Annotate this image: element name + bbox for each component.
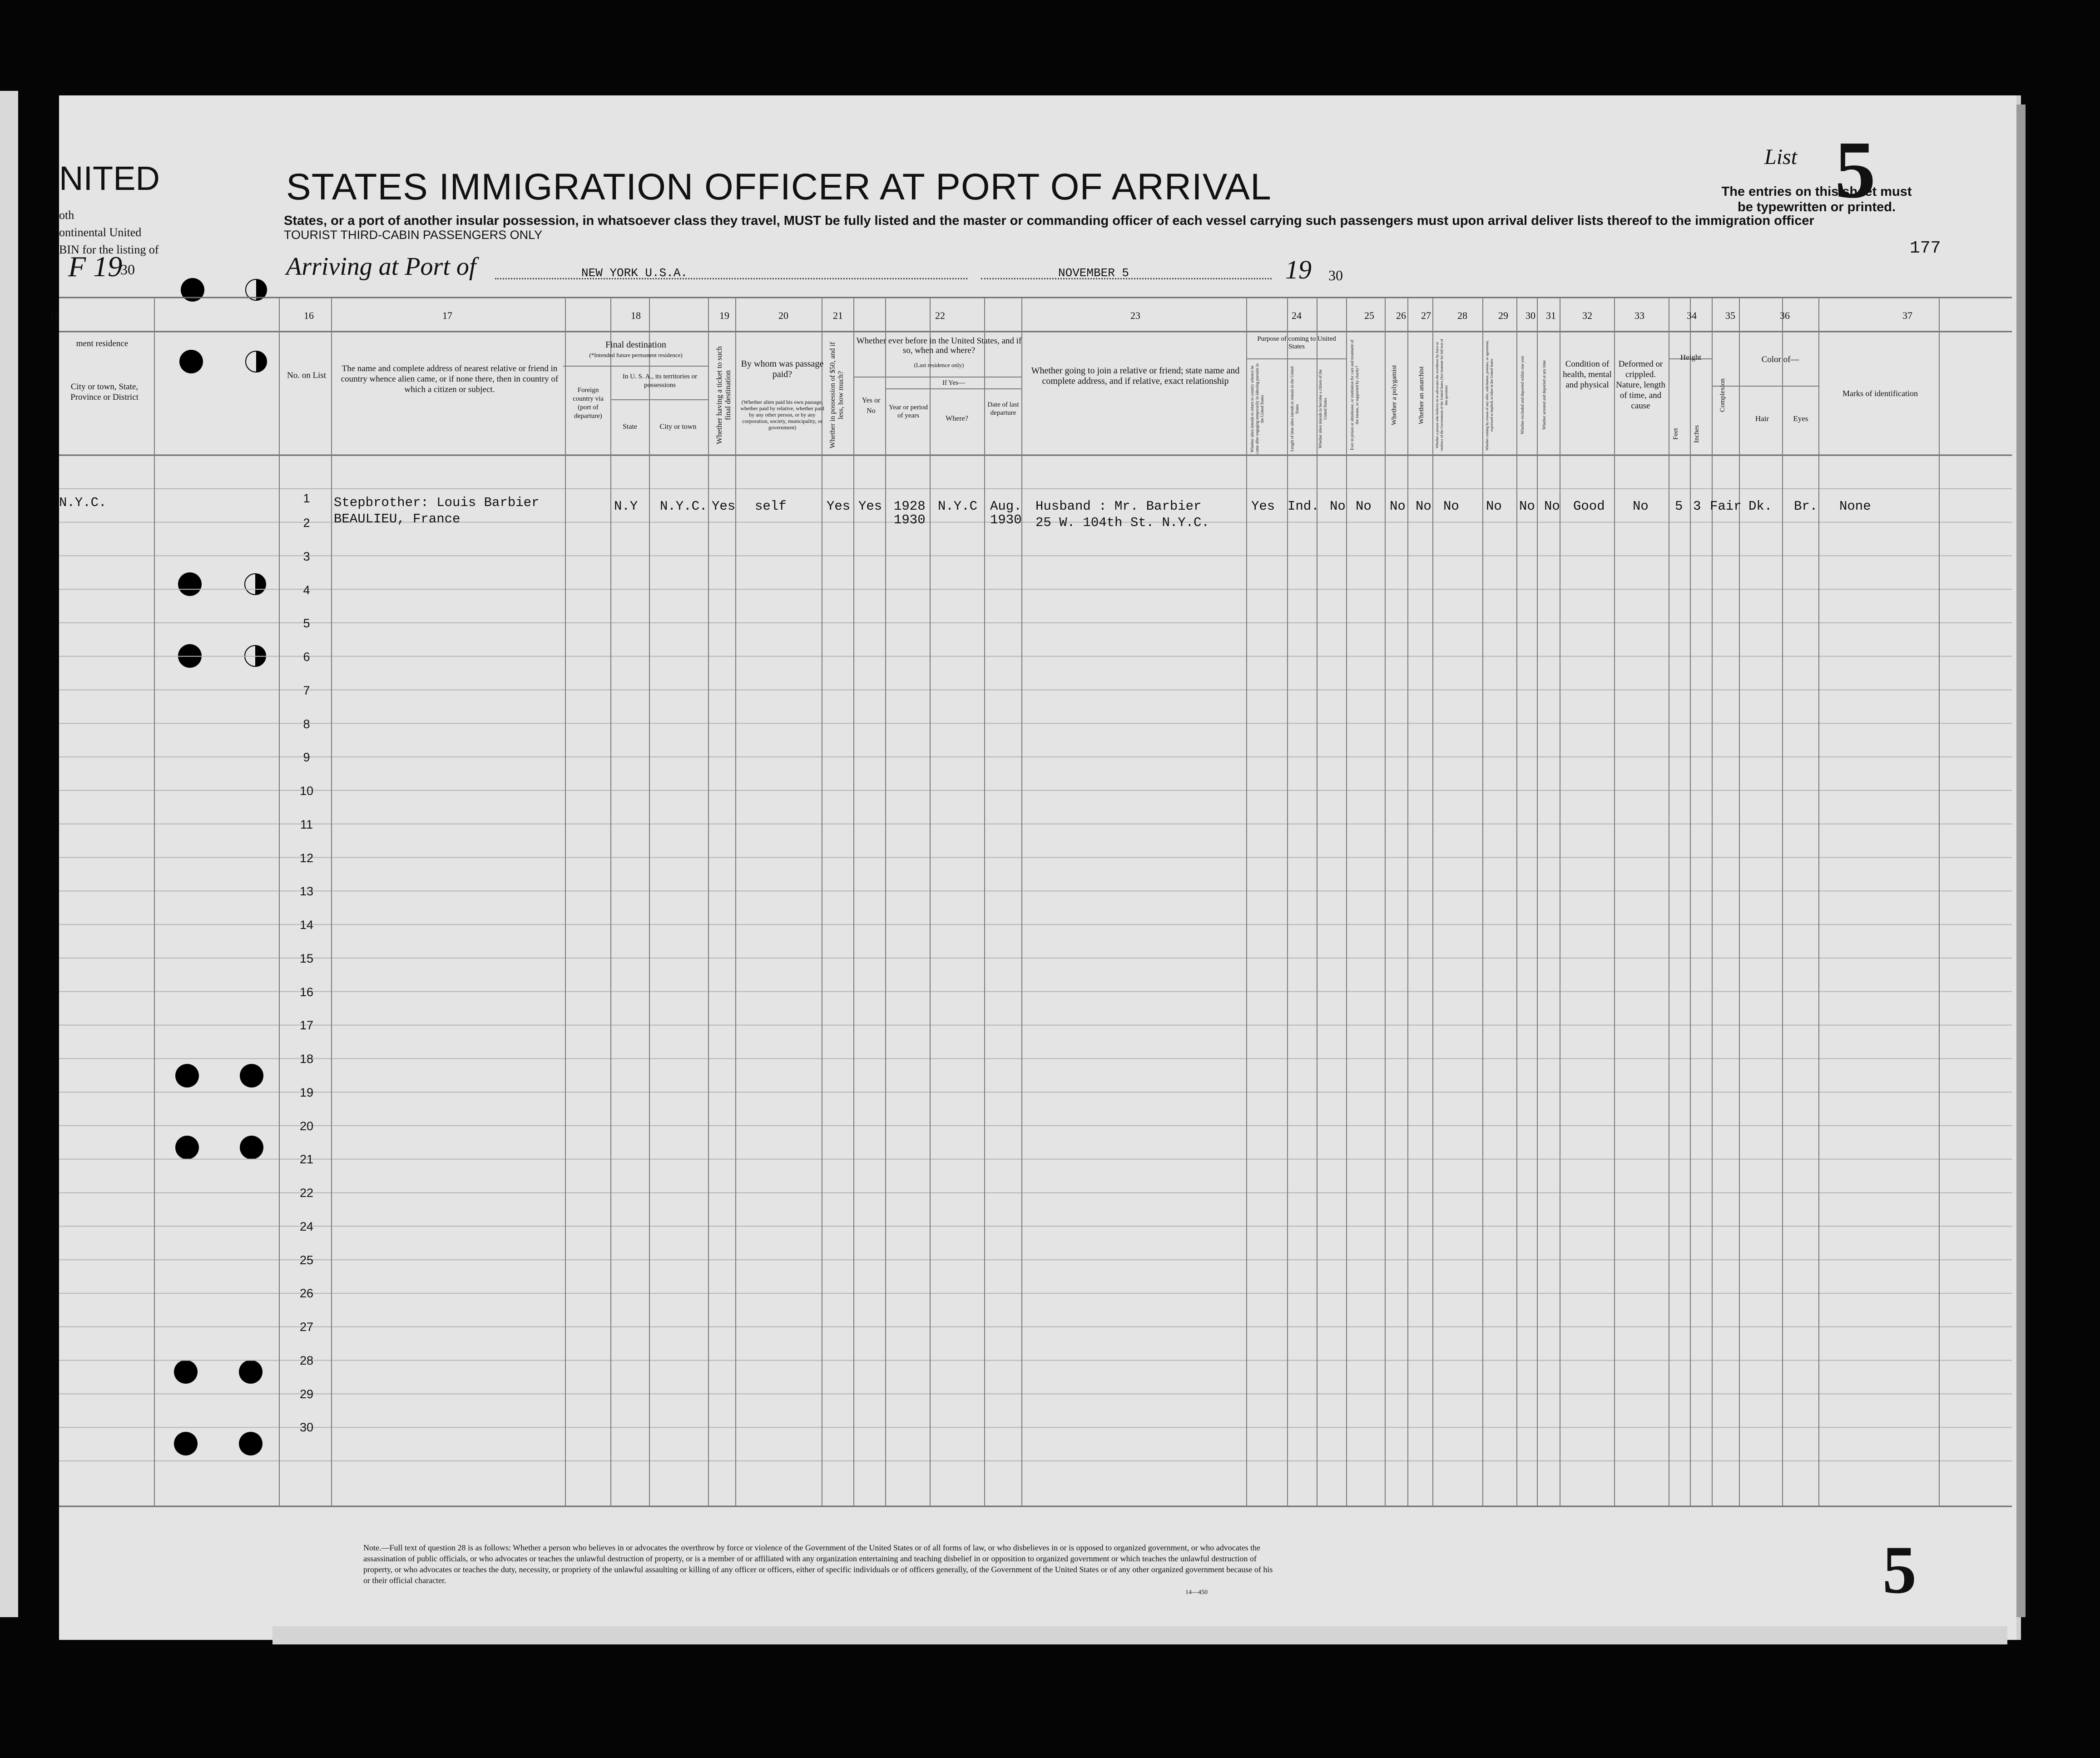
port-dotted-line bbox=[495, 278, 967, 279]
column-number: 23 bbox=[1130, 310, 1140, 321]
c28-header: Whether a person who believes in or advocates the overthrow by force or violence of the Government of the United States (See footnote for full text of this question) bbox=[1435, 339, 1448, 452]
row-number: 19 bbox=[299, 1086, 314, 1099]
row-number: 9 bbox=[303, 750, 310, 764]
c22-year: Year or period of years bbox=[889, 404, 928, 419]
c23-header: Whether going to join a relative or friend; state name and complete address, and if relative, exact relationship bbox=[1031, 366, 1240, 386]
column-number: 35 bbox=[1725, 310, 1735, 321]
binder-hole bbox=[240, 1136, 263, 1159]
column-number: 19 bbox=[719, 310, 729, 321]
c17-header: The name and complete address of nearest relative or friend in country whence alien came, or if none there, then in country of which a citizen or subject. bbox=[341, 364, 559, 394]
left-fragment-line: oth bbox=[59, 209, 74, 222]
row-number: 18 bbox=[299, 1052, 314, 1066]
entry-c22-yesno: Yes bbox=[858, 499, 882, 514]
entry-c22-date-2: 1930 bbox=[990, 512, 1022, 527]
entry-c22-year-2: 1930 bbox=[894, 512, 926, 527]
c21-header: Whether in possession of $50, and if less, how much? bbox=[829, 342, 845, 449]
row-number: 6 bbox=[303, 650, 310, 664]
instructions-text: States, or a port of another insular possession, in whatsoever class they travel, MUST be fully listed and the master or commanding officer of each vessel carrying such passengers must upon arrival deliver lists thereof to the immigration officer bbox=[284, 214, 1814, 228]
row-number: 12 bbox=[299, 851, 314, 865]
entry-c27: No bbox=[1416, 499, 1431, 514]
row-number: 5 bbox=[303, 616, 310, 630]
c18-note: (*Intended future permanent residence) bbox=[589, 352, 683, 358]
column-number: 16 bbox=[304, 310, 314, 321]
left-fragment-line: BIN for the listing of bbox=[59, 243, 159, 256]
entry-c24-a: Yes bbox=[1251, 499, 1275, 514]
column-number: 22 bbox=[935, 310, 945, 321]
c19-header: Whether having a ticket to such final destination bbox=[715, 346, 732, 444]
row-number: 16 bbox=[299, 985, 314, 999]
row-number: 29 bbox=[299, 1387, 314, 1401]
bottom-list-number: 5 bbox=[1882, 1532, 1917, 1608]
entry-c33: No bbox=[1633, 499, 1649, 514]
entries-note-text: The entries on this sheet must be typewritten or printed. bbox=[1721, 184, 1912, 214]
entry-c26: No bbox=[1390, 499, 1406, 514]
c37-header: Marks of identification bbox=[1842, 389, 1918, 398]
row-number: 14 bbox=[299, 918, 314, 932]
row-number: 22 bbox=[299, 1186, 314, 1200]
entry-c20: self bbox=[755, 499, 787, 514]
c30-header: Whether excluded and deported within one year bbox=[1520, 356, 1525, 435]
row-number: 7 bbox=[303, 684, 310, 697]
row-number: 26 bbox=[299, 1286, 314, 1300]
c22-yesno: Yes or No bbox=[862, 397, 881, 415]
left-fragment-heading: NITED bbox=[59, 159, 160, 197]
c24-header: Purpose of coming to United States bbox=[1257, 335, 1336, 350]
entry-c22-date-1: Aug. bbox=[990, 499, 1022, 514]
c29-header: Whether coming by reason of any offer, solicitation, promise, or agreement, expressed or implied, to labor in the United States bbox=[1485, 340, 1494, 451]
entry-c24-b: Ind. bbox=[1288, 499, 1319, 514]
page-number: 177 bbox=[1910, 238, 1941, 258]
column-number: 36 bbox=[1780, 310, 1790, 321]
list-number: 5 bbox=[1835, 124, 1876, 215]
c18-usa: In U. S. A., its territories or possessions bbox=[622, 373, 698, 389]
row-number: 8 bbox=[303, 717, 310, 731]
binder-hole bbox=[175, 1064, 199, 1088]
column-number: 29 bbox=[1498, 310, 1508, 321]
row-number: 30 bbox=[299, 1420, 314, 1434]
entry-c30: No bbox=[1519, 499, 1535, 514]
binder-hole bbox=[175, 1136, 199, 1159]
binder-hole bbox=[244, 573, 266, 595]
c18-foreign: Foreign country via (port of departure) bbox=[573, 387, 604, 420]
binder-hole bbox=[239, 1432, 262, 1455]
c15-subheader: City or town, State, Province or District bbox=[70, 382, 139, 402]
entry-c36-hair: Dk. bbox=[1748, 499, 1773, 514]
entry-c29: No bbox=[1486, 499, 1502, 514]
c18-state: State bbox=[623, 423, 637, 431]
row-number: 21 bbox=[299, 1152, 314, 1166]
entry-c35: Fair bbox=[1710, 499, 1742, 514]
row-number: 11 bbox=[300, 818, 313, 831]
c24-b-header: Length of time alien intends to remain in the United States bbox=[1290, 366, 1299, 452]
row-number: 27 bbox=[299, 1320, 314, 1334]
binder-hole bbox=[174, 1360, 198, 1384]
arrival-port: NEW YORK U.S.A. bbox=[581, 266, 688, 280]
column-number: 26 bbox=[1396, 310, 1406, 321]
entries-note bbox=[1721, 184, 1912, 215]
arrival-date: NOVEMBER 5 bbox=[1058, 266, 1129, 280]
c18-header: Final destination bbox=[605, 340, 666, 350]
entry-c24-c: No bbox=[1330, 499, 1346, 514]
binder-hole bbox=[179, 350, 203, 373]
entry-c34-feet: 5 bbox=[1675, 499, 1683, 514]
row-number: 24 bbox=[299, 1220, 314, 1233]
bottom-page-edge bbox=[272, 1626, 2007, 1644]
c34-feet: Feet bbox=[1672, 428, 1679, 440]
row-number: 10 bbox=[299, 784, 314, 798]
column-number: 28 bbox=[1457, 310, 1467, 321]
c33-header: Deformed or crippled. Nature, length of time, and cause bbox=[1616, 359, 1665, 411]
entry-c36-eyes: Br. bbox=[1794, 499, 1818, 514]
entry-c28: No bbox=[1443, 499, 1459, 514]
c34-header: Height bbox=[1680, 353, 1702, 362]
binder-hole bbox=[244, 645, 266, 667]
c24-a-header: Whether alien intends to return to country whence he came after engaging temporarily in laboring pursuits in the United States bbox=[1250, 363, 1264, 454]
c24-c-header: Whether alien intends to become a citizen of the United States bbox=[1318, 369, 1327, 448]
entry-c21: Yes bbox=[827, 499, 851, 514]
c32-header: Condition of health, mental and physical bbox=[1563, 359, 1612, 390]
column-number: 30 bbox=[1525, 310, 1535, 321]
left-page-edge bbox=[0, 91, 18, 1617]
entry-c18-state: N.Y bbox=[614, 499, 638, 514]
c15-header: ment residence bbox=[76, 339, 129, 348]
column-number: 15 bbox=[50, 310, 59, 321]
binder-hole bbox=[240, 1064, 263, 1088]
c26-header: Whether a polygamist bbox=[1391, 365, 1398, 426]
c36-hair: Hair bbox=[1755, 414, 1769, 423]
row-number: 1 bbox=[303, 492, 310, 505]
entry-c15-city: N.Y.C. bbox=[59, 495, 107, 510]
column-number: 20 bbox=[778, 310, 788, 321]
binder-hole bbox=[178, 572, 202, 596]
c18-city: City or town bbox=[659, 423, 697, 431]
c22-note: (Last residence only) bbox=[914, 362, 964, 368]
column-number: 25 bbox=[1364, 310, 1374, 321]
arrival-year-suffix: 30 bbox=[1328, 267, 1343, 283]
entry-c32: Good bbox=[1573, 499, 1605, 514]
c27-header: Whether an anarchist bbox=[1418, 366, 1425, 424]
c16-header: No. on List bbox=[287, 371, 327, 380]
binder-hole bbox=[245, 351, 267, 372]
binder-hole bbox=[181, 278, 204, 302]
binder-hole bbox=[239, 1360, 262, 1384]
column-number: 32 bbox=[1582, 310, 1592, 321]
left-fragment-year: F 19 bbox=[68, 250, 123, 283]
left-fragment-line: ontinental United bbox=[59, 226, 142, 239]
c20-header: By whom was passage paid? bbox=[741, 359, 824, 379]
c20-note: (Whether alien paid his own passage, whether paid by relative, whether paid by any other person, or by any corporation, society, municipality, or government) bbox=[740, 399, 824, 431]
page-edge-shadow bbox=[2016, 104, 2026, 1617]
entry-c25: No bbox=[1356, 499, 1372, 514]
c36-header: Color of— bbox=[1761, 355, 1799, 364]
row-number: 20 bbox=[299, 1119, 314, 1133]
entry-c22-where: N.Y.C bbox=[938, 499, 978, 514]
arrival-year-prefix: 19 bbox=[1285, 255, 1312, 284]
c35-header: Complexion bbox=[1719, 378, 1726, 412]
binder-hole bbox=[174, 1432, 198, 1455]
list-label: List bbox=[1764, 145, 1798, 169]
manifest-sheet bbox=[59, 95, 2021, 1640]
entry-c19: Yes bbox=[712, 499, 736, 514]
column-number: 21 bbox=[833, 310, 843, 321]
entry-c37: None bbox=[1839, 499, 1871, 514]
column-number: 37 bbox=[1902, 310, 1912, 321]
entry-c23-line2: 25 W. 104th St. N.Y.C. bbox=[1035, 515, 1209, 530]
row-number: 13 bbox=[299, 884, 314, 898]
c22-ifyes: If Yes— bbox=[942, 379, 965, 387]
binder-hole bbox=[178, 644, 202, 668]
c34-inches: Inches bbox=[1693, 425, 1700, 443]
page-title: STATES IMMIGRATION OFFICER AT PORT OF ARRIVAL bbox=[286, 166, 1272, 208]
column-number: 34 bbox=[1687, 310, 1697, 321]
row-number: 3 bbox=[303, 550, 310, 563]
row-number: 17 bbox=[299, 1018, 314, 1032]
row-number: 15 bbox=[299, 952, 314, 965]
row-number: 4 bbox=[303, 583, 310, 597]
row-number: 25 bbox=[299, 1253, 314, 1267]
question-28-footnote: Note.—Full text of question 28 is as follows: Whether a person who believes in or advocates the overthrow by force or violence of the Government of the United States or of all forms of law, or who disbelieves in or is opposed to organized government, or who advocates the assassination of public officials, or who advocates or teaches the unlawful destruction of property, or is a member of or affiliated with any organization entertaining and teaching disbelief in or opposition to organized government or which teaches the unlawful destruction of property, or who advocates or teaches the duty, necessity, or propriety of the unlawful assaulting or killing of any officer or officers, either of specific individuals or of officers generally, of the Government of the United States or of any other organized government because of his or their official character. bbox=[363, 1543, 1273, 1585]
row-number: 2 bbox=[303, 516, 310, 530]
form-code: 14—450 bbox=[1185, 1589, 1208, 1596]
entry-c34-inches: 3 bbox=[1693, 499, 1701, 514]
column-number: 33 bbox=[1634, 310, 1644, 321]
c22-header: Whether ever before in the United States, and if so, when and where? bbox=[856, 336, 1022, 355]
c31-header: Whether arrested and deported at any time bbox=[1542, 360, 1546, 430]
entry-c23-line1: Husband : Mr. Barbier bbox=[1035, 499, 1202, 514]
row-number: 28 bbox=[299, 1354, 314, 1367]
entry-c17-line1: Stepbrother: Louis Barbier bbox=[334, 495, 540, 510]
entry-c18-city: N.Y.C. bbox=[660, 499, 708, 514]
c22-date: Date of last departure bbox=[987, 401, 1019, 417]
c22-where: Where? bbox=[946, 415, 968, 422]
column-number: 17 bbox=[442, 310, 452, 321]
c25-header: Ever in prison or almshouse, or institution for care and treatment of the insane, or supported by charity? bbox=[1350, 340, 1359, 451]
c36-eyes: Eyes bbox=[1793, 414, 1808, 423]
left-fragment-year-suffix: 30 bbox=[120, 261, 135, 278]
column-number: 27 bbox=[1421, 310, 1431, 321]
arriving-label: Arriving at Port of bbox=[286, 253, 476, 281]
entry-c31: No bbox=[1544, 499, 1560, 514]
entry-c17-line2: BEAULIEU, France bbox=[334, 512, 461, 526]
binder-hole bbox=[245, 279, 267, 301]
passenger-class-line: TOURIST THIRD-CABIN PASSENGERS ONLY bbox=[284, 228, 543, 242]
entry-c22-year-1: 1928 bbox=[894, 499, 926, 514]
column-number: 18 bbox=[631, 310, 641, 321]
column-number: 24 bbox=[1292, 310, 1302, 321]
column-number: 31 bbox=[1546, 310, 1556, 321]
